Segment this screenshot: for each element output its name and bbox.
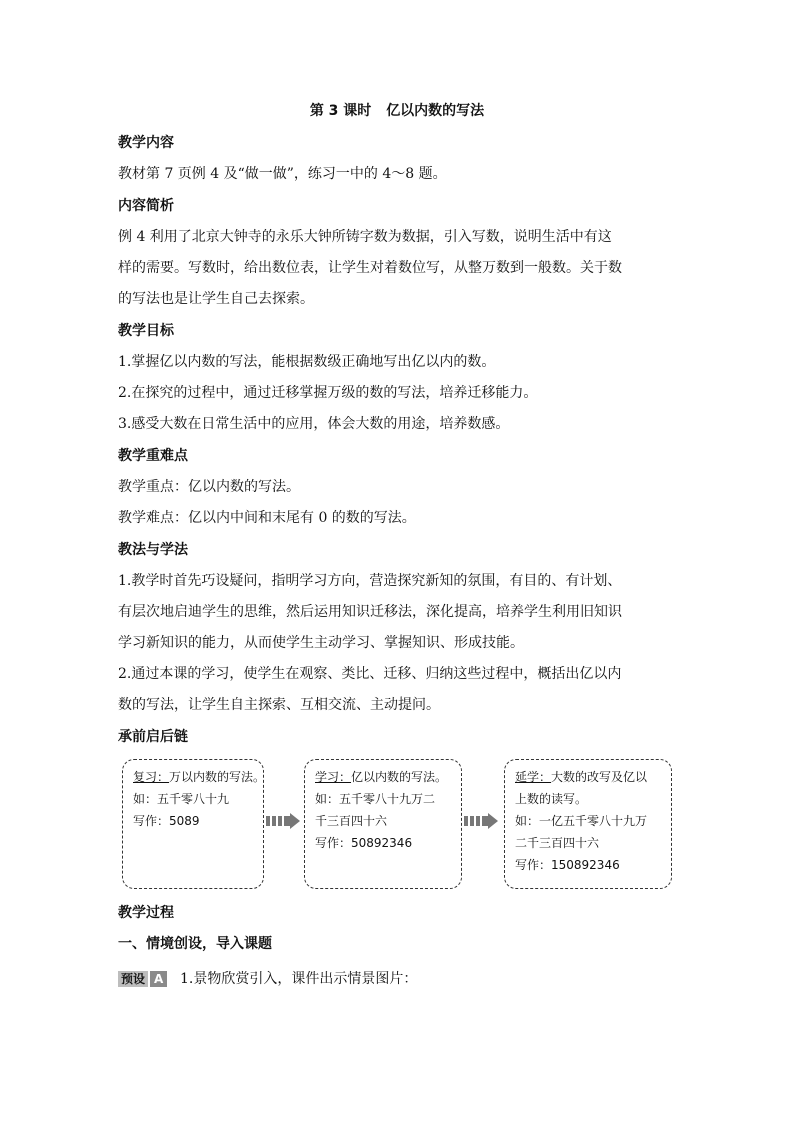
review-tag: 复习： bbox=[133, 770, 170, 784]
difficult-point: 教学难点：亿以内中间和末尾有 0 的数的写法。 bbox=[118, 510, 416, 526]
learn-title: 亿以内数的写法。 bbox=[351, 770, 448, 784]
method-line: 学习新知识的能力，从而使学生主动学习、掌握知识、形成技能。 bbox=[118, 635, 524, 651]
knowledge-chain-diagram bbox=[118, 757, 678, 891]
lesson-number: 第 3 课时 bbox=[309, 103, 372, 119]
content-text: 教材第 7 页例 4 及“做一做”，练习一中的 4～8 题。 bbox=[118, 166, 447, 182]
analysis-line: 样的需要。写数时，给出数位表，让学生对着数位写，从整万数到一般数。关于数 bbox=[118, 260, 622, 276]
review-written: 写作：5089 bbox=[133, 814, 200, 828]
extend-line: 上数的读写。 bbox=[515, 792, 588, 806]
preset-label: 预设 bbox=[118, 971, 148, 987]
analysis-line: 例 4 利用了北京大钟寺的永乐大钟所铸字数为数据，引入写数，说明生活中有这 bbox=[118, 229, 612, 245]
preset-letter: A bbox=[150, 971, 167, 987]
method-line: 2.通过本课的学习，使学生在观察、类比、迁移、归纳这些过程中，概括出亿以内 bbox=[118, 666, 622, 682]
extend-example: 如：一亿五千零八十九万 bbox=[515, 814, 648, 828]
learn-example: 如：五千零八十九万二 bbox=[315, 792, 436, 806]
heading-content: 教学内容 bbox=[118, 135, 174, 151]
heading-analysis: 内容简析 bbox=[118, 198, 174, 214]
arrow-icon bbox=[464, 813, 500, 829]
heading-process: 教学过程 bbox=[118, 905, 174, 921]
heading-section-one: 一、情境创设，导入课题 bbox=[118, 936, 272, 952]
key-point: 教学重点：亿以内数的写法。 bbox=[118, 479, 300, 495]
arrow-icon bbox=[266, 813, 302, 829]
method-line: 有层次地启迪学生的思维，然后运用知识迁移法，深化提高，培养学生利用旧知识 bbox=[118, 604, 622, 620]
extend-tag: 延学： bbox=[515, 770, 552, 784]
extend-title: 大数的改写及亿以 bbox=[551, 770, 648, 784]
extend-example-cont: 二千三百四十六 bbox=[515, 836, 600, 850]
method-line: 1.教学时首先巧设疑问，指明学习方向，营造探究新知的氛围，有目的、有计划、 bbox=[118, 573, 622, 589]
heading-methods: 教法与学法 bbox=[118, 542, 188, 558]
learn-box bbox=[304, 759, 462, 889]
learn-tag: 学习： bbox=[315, 770, 352, 784]
learn-written: 写作：50892346 bbox=[315, 836, 413, 850]
extend-written: 写作：150892346 bbox=[515, 858, 620, 872]
lesson-name: 亿以内数的写法 bbox=[386, 103, 485, 119]
goal-item: 3.感受大数在日常生活中的应用，体会大数的用途，培养数感。 bbox=[118, 416, 510, 432]
analysis-line: 的写法也是让学生自己去探索。 bbox=[118, 291, 314, 307]
review-title: 万以内数的写法。 bbox=[169, 770, 266, 784]
page-title bbox=[0, 100, 794, 120]
review-example: 如：五千零八十九 bbox=[133, 792, 230, 806]
method-line: 数的写法，让学生自主探索、互相交流、主动提问。 bbox=[118, 697, 440, 713]
learn-example-cont: 千三百四十六 bbox=[315, 814, 388, 828]
heading-chain: 承前启后链 bbox=[118, 729, 188, 745]
preset-badge bbox=[118, 971, 167, 987]
preset-text: 1.景物欣赏引入，课件出示情景图片： bbox=[180, 971, 418, 987]
review-box bbox=[122, 759, 264, 889]
heading-goals: 教学目标 bbox=[118, 323, 174, 339]
heading-key-points: 教学重难点 bbox=[118, 448, 188, 464]
goal-item: 1.掌握亿以内数的写法，能根据数级正确地写出亿以内的数。 bbox=[118, 354, 496, 370]
extend-box bbox=[504, 759, 672, 889]
goal-item: 2.在探究的过程中，通过迁移掌握万级的数的写法，培养迁移能力。 bbox=[118, 385, 538, 401]
